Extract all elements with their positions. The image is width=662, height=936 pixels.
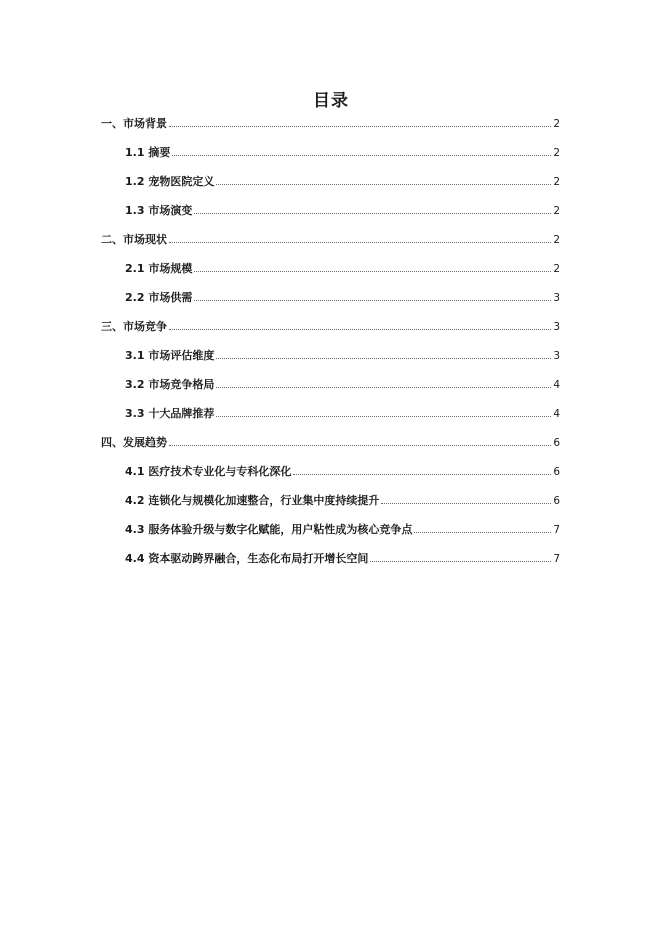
- toc-entry-section[interactable]: [125, 175, 560, 189]
- toc-page-number: 2: [553, 234, 560, 246]
- toc-dot-leader: [169, 242, 551, 243]
- toc-dot-leader: [169, 329, 551, 330]
- toc-entry-text: 4.4 资本驱动跨界融合，生态化布局打开增长空间: [125, 552, 369, 565]
- toc-page-number: 6: [553, 437, 560, 449]
- toc-entry-section[interactable]: [125, 291, 560, 305]
- toc-dot-leader: [172, 155, 551, 156]
- toc-dot-leader: [370, 561, 551, 562]
- toc-entry-text: 4.2 连锁化与规模化加速整合，行业集中度持续提升: [125, 494, 380, 507]
- toc-page-number: 3: [553, 292, 560, 304]
- toc-page-number: 6: [553, 466, 560, 478]
- toc-entry-text: 2.2 市场供需: [125, 291, 193, 304]
- toc-page-number: 3: [553, 321, 560, 333]
- toc-page-number: 2: [553, 118, 560, 130]
- toc-dot-leader: [194, 300, 551, 301]
- toc-entry-text: 四、发展趋势: [101, 436, 167, 449]
- toc-dot-leader: [194, 213, 551, 214]
- toc-page-number: 4: [553, 379, 560, 391]
- toc-entry-section[interactable]: [125, 465, 560, 479]
- toc-page-number: 2: [553, 263, 560, 275]
- toc-title: 目录: [313, 91, 349, 111]
- toc-entry-section[interactable]: [125, 349, 560, 363]
- toc-entry-chapter[interactable]: [101, 117, 560, 131]
- toc-dot-leader: [293, 474, 551, 475]
- toc-page-number: 2: [553, 147, 560, 159]
- toc-entry-text: 1.3 市场演变: [125, 204, 193, 217]
- toc-dot-leader: [169, 126, 551, 127]
- toc-page-number: 2: [553, 176, 560, 188]
- toc-entry-section[interactable]: [125, 494, 560, 508]
- toc-entry-text: 4.1 医疗技术专业化与专科化深化: [125, 465, 292, 478]
- toc-entry-chapter[interactable]: [101, 320, 560, 334]
- toc-dot-leader: [216, 416, 551, 417]
- toc-page-number: 7: [553, 553, 560, 565]
- toc-entry-text: 2.1 市场规模: [125, 262, 193, 275]
- toc-entry-text: 3.3 十大品牌推荐: [125, 407, 215, 420]
- toc-entry-text: 一、市场背景: [101, 117, 167, 130]
- toc-entry-text: 二、市场现状: [101, 233, 167, 246]
- toc-entry-chapter[interactable]: [101, 436, 560, 450]
- toc-entry-section[interactable]: [125, 262, 560, 276]
- toc-page-number: 2: [553, 205, 560, 217]
- toc-entry-section[interactable]: [125, 146, 560, 160]
- toc-entry-text: 3.2 市场竞争格局: [125, 378, 215, 391]
- toc-entry-section[interactable]: [125, 407, 560, 421]
- toc-entry-text: 三、市场竞争: [101, 320, 167, 333]
- toc-entry-text: 3.1 市场评估维度: [125, 349, 215, 362]
- toc-entry-section[interactable]: [125, 378, 560, 392]
- toc-page-number: 3: [553, 350, 560, 362]
- toc-dot-leader: [194, 271, 551, 272]
- toc-entry-text: 1.1 摘要: [125, 146, 171, 159]
- toc-page-number: 7: [553, 524, 560, 536]
- toc-entry-text: 1.2 宠物医院定义: [125, 175, 215, 188]
- toc-page-number: 6: [553, 495, 560, 507]
- toc-dot-leader: [169, 445, 551, 446]
- toc-entry-chapter[interactable]: [101, 233, 560, 247]
- toc-dot-leader: [381, 503, 551, 504]
- toc-dot-leader: [414, 532, 551, 533]
- toc-page-number: 4: [553, 408, 560, 420]
- toc-entry-text: 4.3 服务体验升级与数字化赋能，用户粘性成为核心竞争点: [125, 523, 413, 536]
- toc-entry-section[interactable]: [125, 204, 560, 218]
- toc-entry-section[interactable]: [125, 552, 560, 566]
- toc-dot-leader: [216, 358, 551, 359]
- toc-dot-leader: [216, 184, 551, 185]
- toc-dot-leader: [216, 387, 551, 388]
- toc-entry-section[interactable]: [125, 523, 560, 537]
